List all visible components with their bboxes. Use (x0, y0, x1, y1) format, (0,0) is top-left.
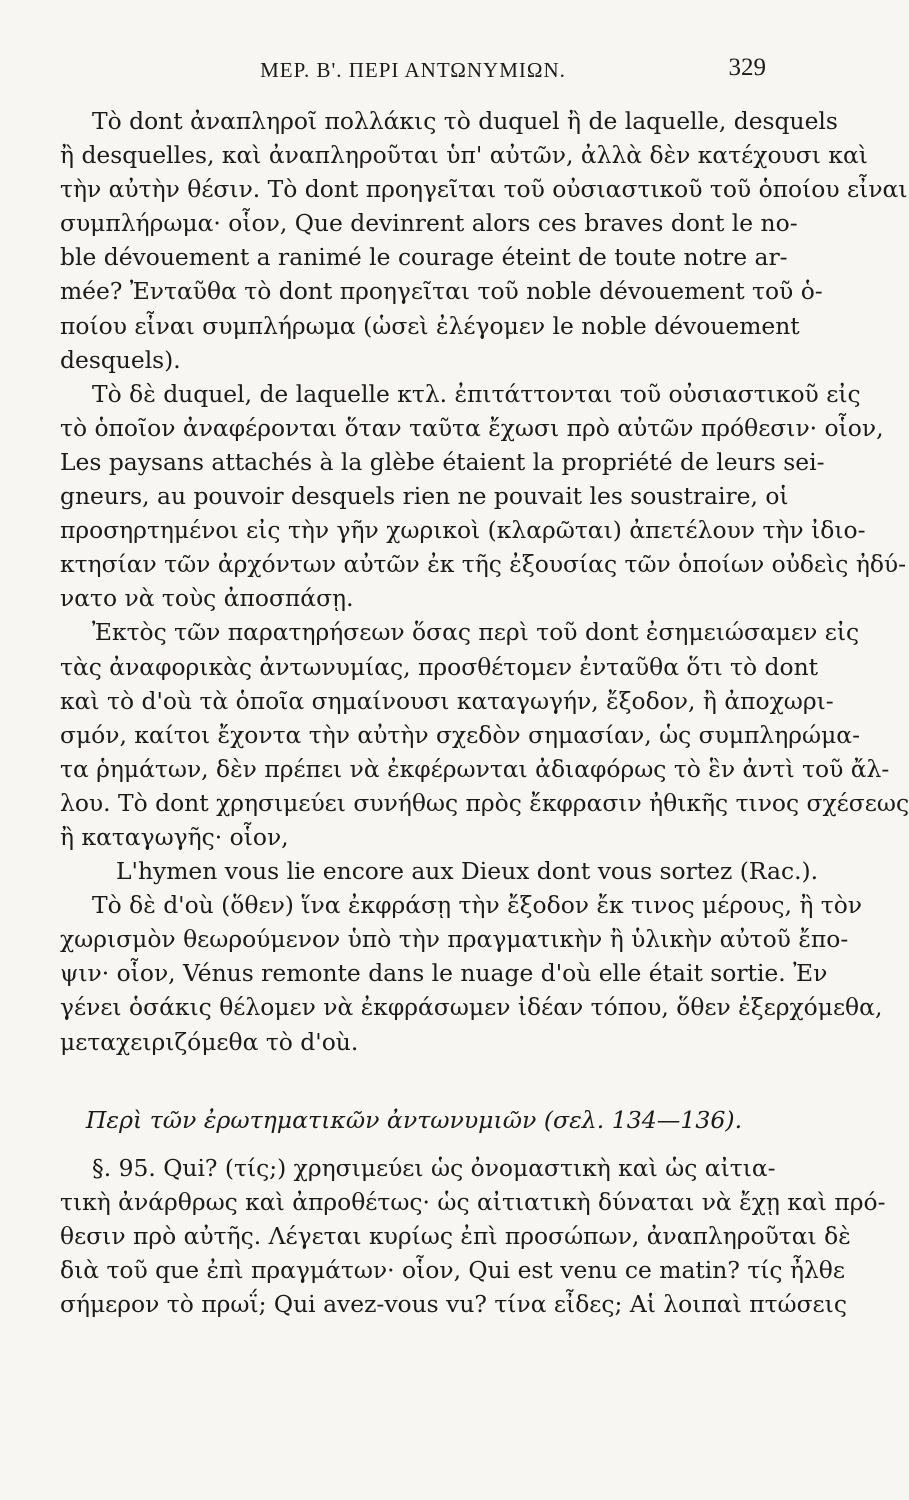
text-line: τικὴ ἀνάρθρως καὶ ἀπροθέτως· ὡς αἰτιατικὴ δύναται νὰ ἔχῃ καὶ πρό- (60, 1187, 886, 1216)
text-line: Les paysans attachés à la glèbe étaient la propriété de leurs sei- (60, 447, 825, 476)
text-line: μεταχειριζόμεθα τὸ d'où. (60, 1027, 359, 1056)
text-line: Τὸ δὲ duquel, de laquelle κτλ. ἐπιτάττονται τοῦ οὐσιαστικοῦ εἰς (92, 379, 861, 408)
text-line: ble dévouement a ranimé le courage éteint de toute notre ar- (60, 243, 788, 272)
quotation-line: L'hymen vous lie encore aux Dieux dont vous sortez (Rac.). (116, 857, 819, 886)
text-line: τὰς ἀναφορικὰς ἀντωνυμίας, προσθέτομεν ἐνταῦθα ὅτι τὸ dont (60, 652, 819, 681)
text-line: τα ῥημάτων, δὲν πρέπει νὰ ἐκφέρωνται ἀδιαφόρως τὸ ἓν ἀντὶ τοῦ ἄλ- (60, 754, 890, 783)
page-body (60, 104, 909, 1321)
text-line: σήμερον τὸ πρωΐ; Qui avez-vous vu? τίνα εἶδες; Αἱ λοιπαὶ πτώσεις (60, 1290, 847, 1319)
text-line: ψιν· οἷον, Vénus remonte dans le nuage d'où elle était sortie. Ἐν (60, 959, 828, 988)
text-line: κτησίαν τῶν ἀρχόντων αὐτῶν ἐκ τῆς ἐξουσίας τῶν ὁποίων οὐδεὶς ἠδύ- (60, 550, 907, 579)
text-line: θεσιν πρὸ αὐτῆς. Λέγεται κυρίως ἐπὶ προσώπων, ἀναπληροῦται δὲ (60, 1221, 851, 1250)
running-title: ΜΕΡ. Β'. ΠΕΡΙ ΑΝΤΩΝΥΜΙΩΝ. (260, 58, 566, 82)
text-line: Ἐκτὸς τῶν παρατηρήσεων ὅσας περὶ τοῦ dont ἐσημειώσαμεν εἰς (92, 618, 860, 647)
text-line: γένει ὁσάκις θέλομεν νὰ ἐκφράσωμεν ἰδέαν τόπου, ὅθεν ἐξερχόμεθα, (60, 993, 883, 1022)
text-line: ἢ καταγωγῆς· οἷον, (60, 822, 289, 851)
page-header (60, 54, 766, 94)
text-line: mée? Ἐνταῦθα τὸ dont προηγεῖται τοῦ noble dévouement τοῦ ὁ- (60, 277, 823, 306)
text-line: λου. Τὸ dont χρησιμεύει συνήθως πρὸς ἔκφρασιν ἠθικῆς τινος σχέσεως (60, 788, 909, 817)
text-line: §. 95. Qui? (τίς;) χρησιμεύει ὡς ὀνομαστικὴ καὶ ὡς αἰτια- (92, 1153, 776, 1182)
text-line: τὴν αὐτὴν θέσιν. Τὸ dont προηγεῖται τοῦ οὐσιαστικοῦ τοῦ ὁποίου εἶναι (60, 175, 908, 204)
text-line: ποίου εἶναι συμπλήρωμα (ὡσεὶ ἐλέγομεν le noble dévouement (60, 311, 800, 340)
text-line: χωρισμὸν θεωρούμενον ὑπὸ τὴν πραγματικὴν ἢ ὑλικὴν αὐτοῦ ἔπο- (60, 925, 849, 954)
text-line: νατο νὰ τοὺς ἀποσπάσῃ. (60, 584, 354, 613)
text-line: προσηρτημένοι εἰς τὴν γῆν χωρικοὶ (κλαρῶται) ἀπετέλουν τὴν ἰδιο- (60, 516, 866, 545)
page-number: 329 (728, 54, 766, 81)
text-line: συμπλήρωμα· οἷον, Que devinrent alors ces braves dont le no- (60, 209, 798, 238)
text-line: ἢ desquelles, καὶ ἀναπληροῦται ὑπ' αὐτῶν, ἀλλὰ δὲν κατέχουσι καὶ (60, 141, 868, 170)
text-line: τὸ ὁποῖον ἀναφέρονται ὅταν ταῦτα ἔχωσι πρὸ αὐτῶν πρόθεσιν· οἷον, (60, 413, 884, 442)
text-line: Τὸ δὲ d'où (ὅθεν) ἵνα ἐκφράσῃ τὴν ἔξοδον ἔκ τινος μέρους, ἢ τὸν (92, 891, 863, 920)
text-line: desquels). (60, 345, 181, 374)
section-heading: Περὶ τῶν ἐρωτηματικῶν ἀντωνυμιῶν (σελ. 134—136). (85, 1105, 743, 1134)
text-line: σμόν, καίτοι ἔχοντα τὴν αὐτὴν σχεδὸν σημασίαν, ὡς συμπληρώμα- (60, 720, 860, 749)
text-line: gneurs, au pouvoir desquels rien ne pouvait les soustraire, οἱ (60, 482, 789, 511)
text-line: καὶ τὸ d'où τὰ ὁποῖα σημαίνουσι καταγωγήν, ἔξοδον, ἢ ἀποχωρι- (60, 686, 834, 715)
text-line: διὰ τοῦ que ἐπὶ πραγμάτων· οἷον, Qui est venu ce matin? τίς ἦλθε (60, 1256, 846, 1284)
text-line: Τὸ dont ἀναπληροῖ πολλάκις τὸ duquel ἢ de laquelle, desquels (92, 107, 838, 135)
